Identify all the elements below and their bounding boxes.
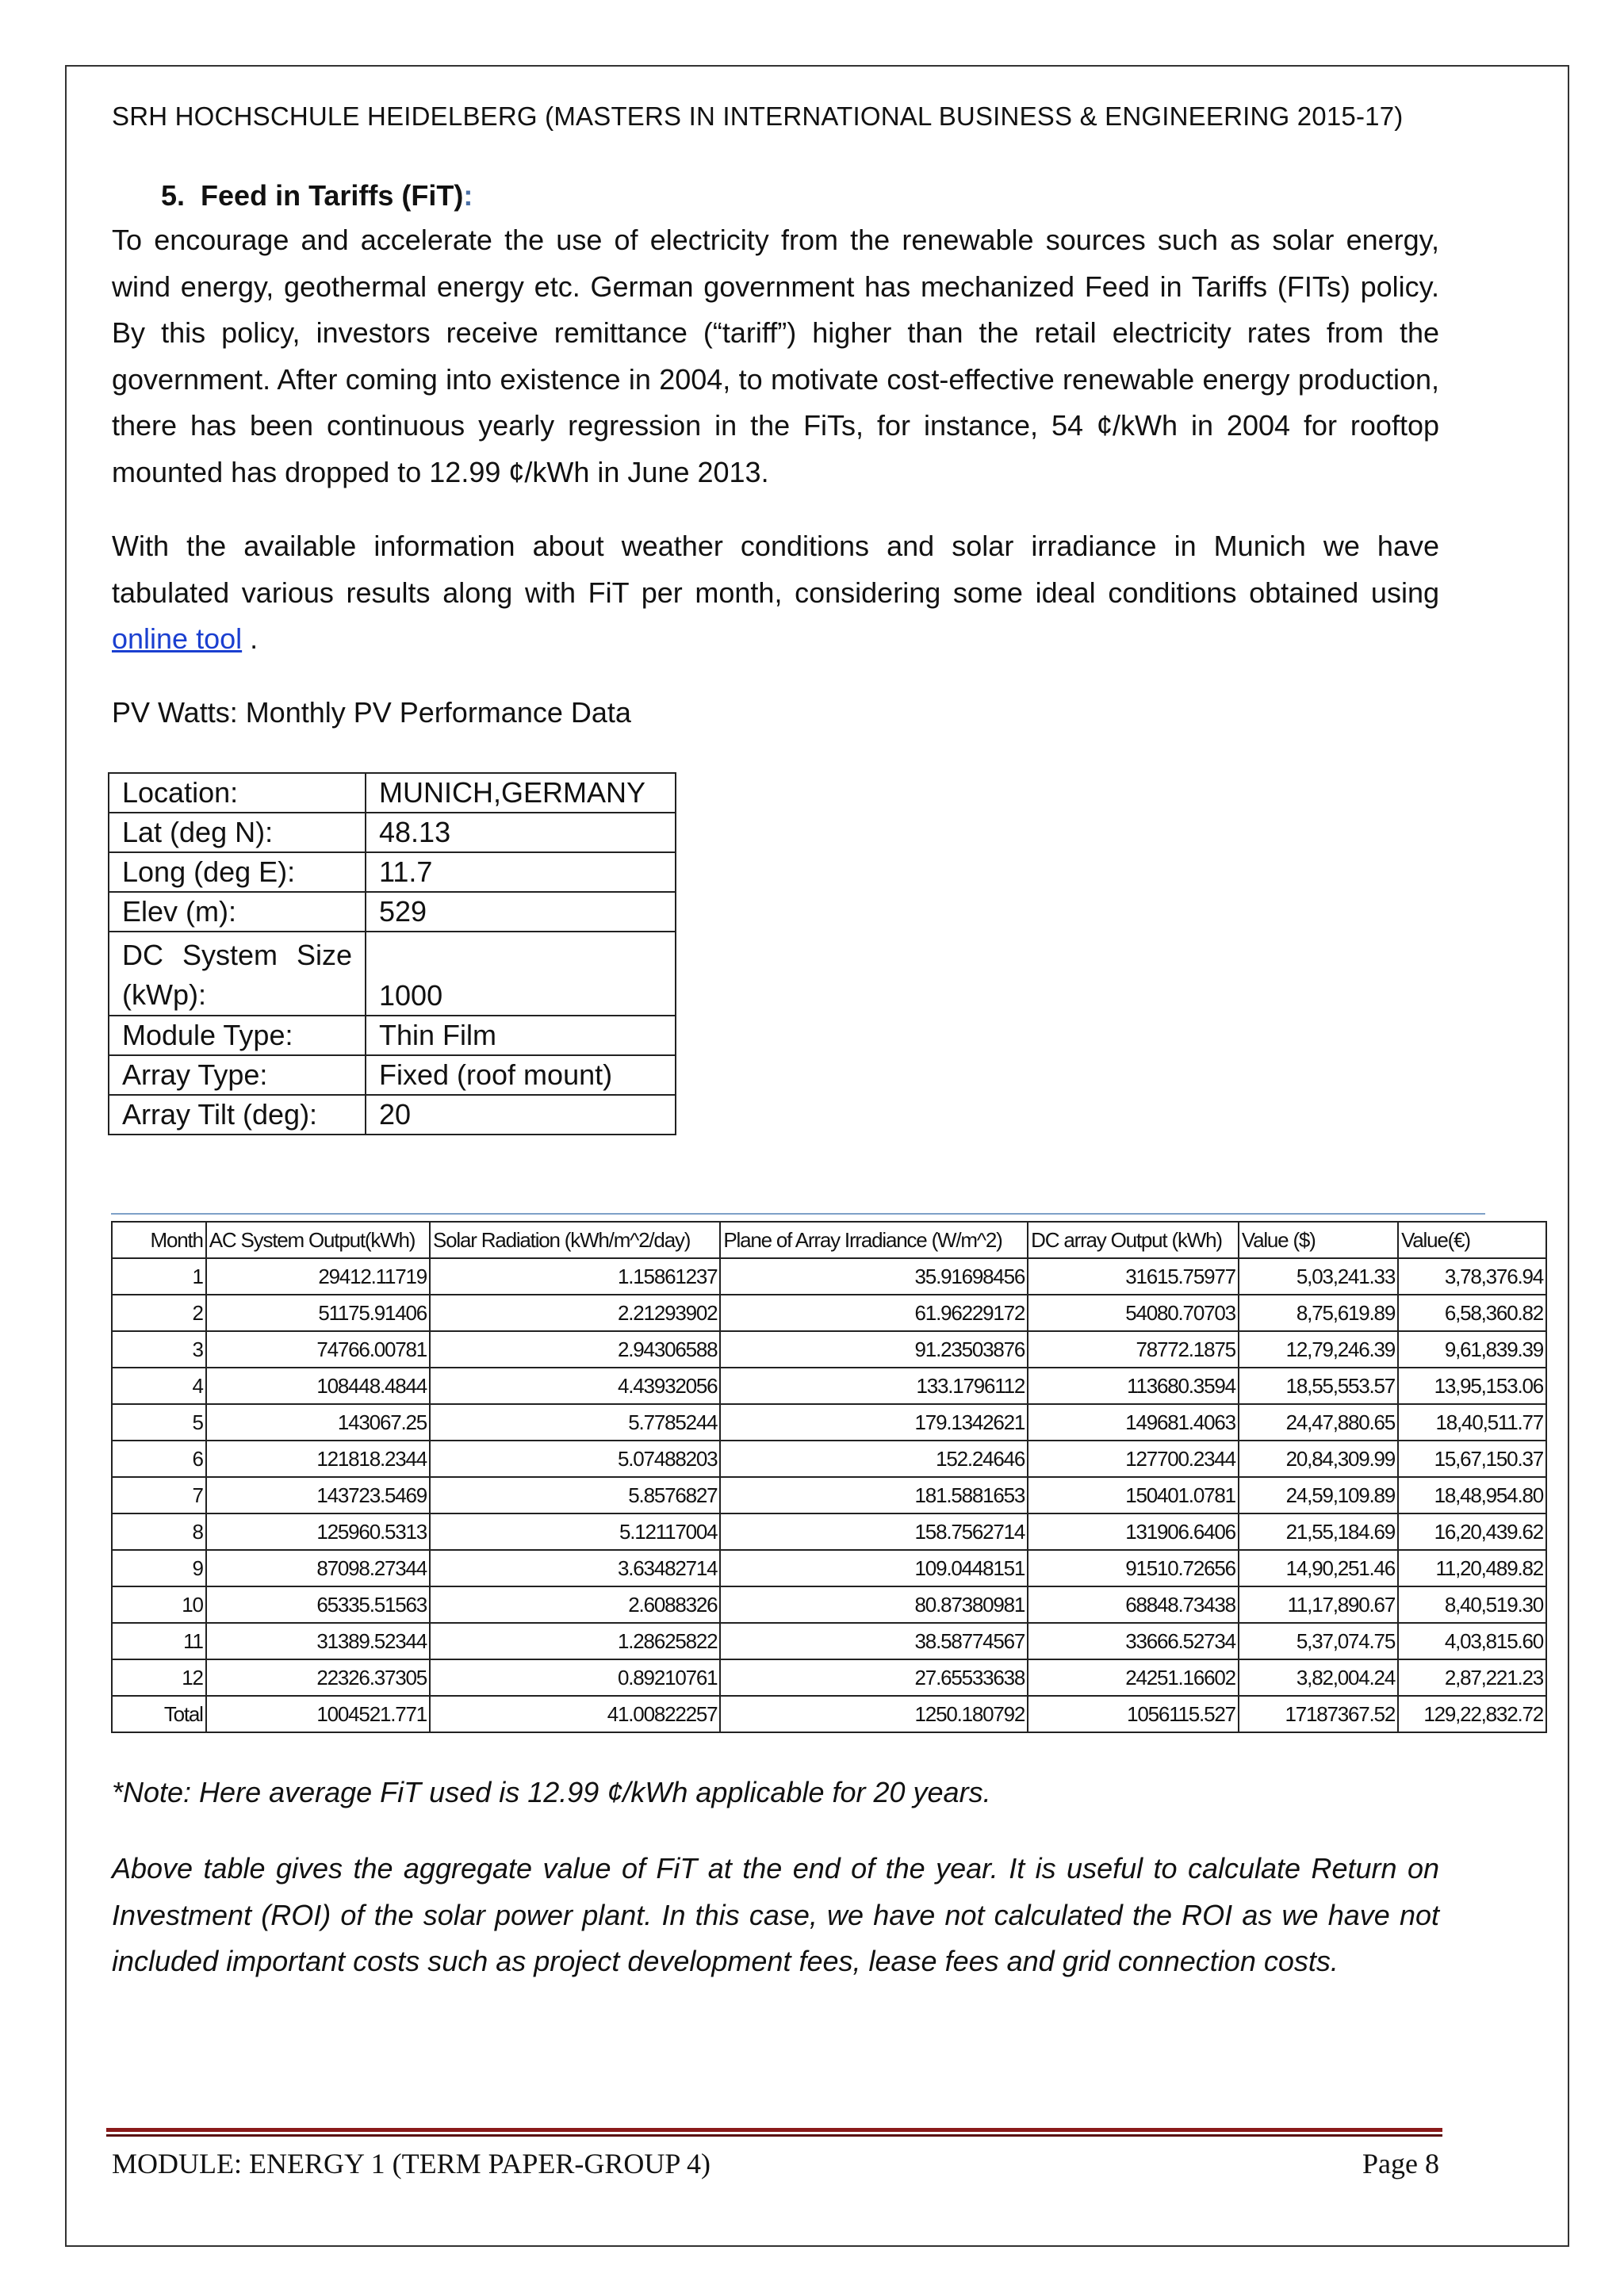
- table-cell: 6: [112, 1441, 206, 1477]
- table-cell: 10: [112, 1586, 206, 1623]
- table-cell: 2.21293902: [430, 1295, 720, 1331]
- table-cell: 1004521.771: [206, 1696, 430, 1732]
- table-row: [112, 1623, 1546, 1659]
- online-tool-link[interactable]: online tool: [112, 622, 243, 656]
- table-row: [112, 1441, 1546, 1477]
- table-cell: 133.1796112: [720, 1368, 1028, 1404]
- table-cell: 129,22,832.72: [1398, 1696, 1546, 1732]
- table-cell: 4.43932056: [430, 1368, 720, 1404]
- column-header: DC array Output (kWh): [1028, 1222, 1239, 1258]
- table-cell: 14,90,251.46: [1239, 1550, 1398, 1586]
- table-cell: 4,03,815.60: [1398, 1623, 1546, 1659]
- table-cell: 131906.6406: [1028, 1513, 1239, 1550]
- table-cell: 68848.73438: [1028, 1586, 1239, 1623]
- table-row: [112, 1659, 1546, 1696]
- table-cell: 158.7562714: [720, 1513, 1028, 1550]
- table-cell: 5.12117004: [430, 1513, 720, 1550]
- info-value: 11.7: [366, 852, 676, 892]
- table-cell: 91510.72656: [1028, 1550, 1239, 1586]
- table-cell: 21,55,184.69: [1239, 1513, 1398, 1550]
- footer-page-number: Page 8: [1362, 2148, 1439, 2179]
- table-cell: 2.6088326: [430, 1586, 720, 1623]
- footer-rule: [106, 2128, 1442, 2132]
- table-cell: 1: [112, 1258, 206, 1295]
- table-cell: 4: [112, 1368, 206, 1404]
- info-label: Long (deg E):: [109, 852, 366, 892]
- info-value: Thin Film: [366, 1016, 676, 1055]
- info-row: [109, 852, 676, 892]
- table-cell: 15,67,150.37: [1398, 1441, 1546, 1477]
- table-cell: 18,55,553.57: [1239, 1368, 1398, 1404]
- table-cell: 22326.37305: [206, 1659, 430, 1696]
- table-row: [112, 1331, 1546, 1368]
- table-cell: 13,95,153.06: [1398, 1368, 1546, 1404]
- info-row: [109, 1055, 676, 1095]
- table-cell: 74766.00781: [206, 1331, 430, 1368]
- table-cell: 65335.51563: [206, 1586, 430, 1623]
- table-cell: 143067.25: [206, 1404, 430, 1441]
- table-cell: 5,03,241.33: [1239, 1258, 1398, 1295]
- column-header: Value ($): [1239, 1222, 1398, 1258]
- table-cell: 1.15861237: [430, 1258, 720, 1295]
- table-cell: 125960.5313: [206, 1513, 430, 1550]
- paragraph-fit-intro: To encourage and accelerate the use of electricity from the renewable sources such as solar energy, wind energy, geothermal energy etc. German government has mechanized Feed in Tariffs (FITs) policy. By this policy, investors receive remittance (“tariff”) higher than the retail electricity rates from the government. After coming into existence in 2004, to motivate cost-effective renewable energy production, there has been continuous yearly regression in the FiTs, for instance, 54 ¢/kWh in 2004 for rooftop mounted has dropped to 12.99 ¢/kWh in June 2013.: [112, 224, 1439, 488]
- table-cell: 5,37,074.75: [1239, 1623, 1398, 1659]
- info-label: Lat (deg N):: [109, 813, 366, 852]
- table-cell: 11,17,890.67: [1239, 1586, 1398, 1623]
- footer-rule-thin: [106, 2134, 1442, 2137]
- table-cell: 35.91698456: [720, 1258, 1028, 1295]
- table-caption: PV Watts: Monthly PV Performance Data: [112, 696, 631, 729]
- table-cell: 152.24646: [720, 1441, 1028, 1477]
- table-cell: 27.65533638: [720, 1659, 1028, 1696]
- table-cell: 24,59,109.89: [1239, 1477, 1398, 1513]
- info-label: Elev (m):: [109, 892, 366, 932]
- table-cell: 143723.5469: [206, 1477, 430, 1513]
- table-cell: 1250.180792: [720, 1696, 1028, 1732]
- table-row: [112, 1295, 1546, 1331]
- table-cell: 1056115.527: [1028, 1696, 1239, 1732]
- table-cell: 54080.70703: [1028, 1295, 1239, 1331]
- info-value: Fixed (roof mount): [366, 1055, 676, 1095]
- section-number: 5.: [161, 179, 186, 212]
- table-cell: 9,61,839.39: [1398, 1331, 1546, 1368]
- table-cell: 7: [112, 1477, 206, 1513]
- table-cell: 2.94306588: [430, 1331, 720, 1368]
- table-cell: 24251.16602: [1028, 1659, 1239, 1696]
- table-cell: 3,82,004.24: [1239, 1659, 1398, 1696]
- table-cell: 33666.52734: [1028, 1623, 1239, 1659]
- table-cell: 2: [112, 1295, 206, 1331]
- table-cell: 6,58,360.82: [1398, 1295, 1546, 1331]
- table-cell: 18,48,954.80: [1398, 1477, 1546, 1513]
- divider-line: [111, 1213, 1485, 1215]
- table-cell: 5.7785244: [430, 1404, 720, 1441]
- table-row: [112, 1586, 1546, 1623]
- fit-note: *Note: Here average FiT used is 12.99 ¢/kWh applicable for 20 years.: [112, 1776, 991, 1808]
- table-cell: 17187367.52: [1239, 1696, 1398, 1732]
- table-cell: 113680.3594: [1028, 1368, 1239, 1404]
- info-label: Array Type:: [109, 1055, 366, 1095]
- info-label: Module Type:: [109, 1016, 366, 1055]
- monthly-pv-table: [111, 1221, 1547, 1733]
- table-cell: 51175.91406: [206, 1295, 430, 1331]
- table-cell: 18,40,511.77: [1398, 1404, 1546, 1441]
- table-cell: 80.87380981: [720, 1586, 1028, 1623]
- info-value: 1000: [366, 932, 676, 1016]
- table-cell: 149681.4063: [1028, 1404, 1239, 1441]
- table-cell: 3,78,376.94: [1398, 1258, 1546, 1295]
- table-cell: 109.0448151: [720, 1550, 1028, 1586]
- info-value: MUNICH,GERMANY: [366, 773, 676, 813]
- column-header: Solar Radiation (kWh/m^2/day): [430, 1222, 720, 1258]
- info-row: [109, 1095, 676, 1135]
- table-cell: 41.00822257: [430, 1696, 720, 1732]
- table-cell: 2,87,221.23: [1398, 1659, 1546, 1696]
- table-cell: 29412.11719: [206, 1258, 430, 1295]
- total-row: [112, 1696, 1546, 1732]
- table-cell: 5.8576827: [430, 1477, 720, 1513]
- table-cell: 5.07488203: [430, 1441, 720, 1477]
- section-heading: [161, 179, 473, 212]
- table-row: [112, 1477, 1546, 1513]
- table-cell: 16,20,439.62: [1398, 1513, 1546, 1550]
- page-header: SRH HOCHSCHULE HEIDELBERG (MASTERS IN INTERNATIONAL BUSINESS & ENGINEERING 2015-17): [112, 101, 1404, 131]
- table-cell: 127700.2344: [1028, 1441, 1239, 1477]
- table-cell: 91.23503876: [720, 1331, 1028, 1368]
- table-row: [112, 1258, 1546, 1295]
- table-cell: 11: [112, 1623, 206, 1659]
- column-header: Month: [112, 1222, 206, 1258]
- paragraph-text: With the available information about weather conditions and solar irradiance in Munich we have tabulated various results along with FiT per month, considering some ideal conditions obtained using: [112, 530, 1439, 609]
- table-cell: 3.63482714: [430, 1550, 720, 1586]
- info-row: [109, 892, 676, 932]
- table-cell: 181.5881653: [720, 1477, 1028, 1513]
- info-value: 20: [366, 1095, 676, 1135]
- table-cell: 8: [112, 1513, 206, 1550]
- info-row: [109, 813, 676, 852]
- table-row: [112, 1368, 1546, 1404]
- table-cell: 78772.1875: [1028, 1331, 1239, 1368]
- table-cell: 0.89210761: [430, 1659, 720, 1696]
- info-value: 529: [366, 892, 676, 932]
- column-header: Value(€): [1398, 1222, 1546, 1258]
- table-cell: 38.58774567: [720, 1623, 1028, 1659]
- table-cell: 12,79,246.39: [1239, 1331, 1398, 1368]
- column-header: AC System Output(kWh): [206, 1222, 430, 1258]
- table-row: [112, 1404, 1546, 1441]
- table-row: [112, 1513, 1546, 1550]
- table-cell: 12: [112, 1659, 206, 1696]
- table-row: [112, 1550, 1546, 1586]
- table-cell: 8,75,619.89: [1239, 1295, 1398, 1331]
- table-cell: Total: [112, 1696, 206, 1732]
- table-cell: 150401.0781: [1028, 1477, 1239, 1513]
- info-label: Location:: [109, 773, 366, 813]
- table-cell: 20,84,309.99: [1239, 1441, 1398, 1477]
- table-cell: 9: [112, 1550, 206, 1586]
- paragraph-end: .: [242, 622, 259, 656]
- location-info-table: [108, 772, 676, 1135]
- info-row: [109, 1016, 676, 1055]
- table-cell: 3: [112, 1331, 206, 1368]
- info-label: DC System Size (kWp):: [109, 932, 366, 1016]
- table-cell: 5: [112, 1404, 206, 1441]
- table-cell: 179.1342621: [720, 1404, 1028, 1441]
- table-cell: 11,20,489.82: [1398, 1550, 1546, 1586]
- info-row: [109, 932, 676, 1016]
- table-cell: 61.96229172: [720, 1295, 1028, 1331]
- table-cell: 31615.75977: [1028, 1258, 1239, 1295]
- section-colon: :: [463, 179, 473, 212]
- section-title: Feed in Tariffs (FiT): [201, 179, 464, 212]
- column-header: Plane of Array Irradiance (W/m^2): [720, 1222, 1028, 1258]
- table-cell: 31389.52344: [206, 1623, 430, 1659]
- table-cell: 121818.2344: [206, 1441, 430, 1477]
- paragraph-roi: Above table gives the aggregate value of FiT at the end of the year. It is useful to calculate Return on Investment (ROI) of the solar power plant. In this case, we have not calculated the ROI as we have not included important costs such as project development fees, lease fees and grid connection costs.: [112, 1852, 1439, 1978]
- info-value: 48.13: [366, 813, 676, 852]
- info-label: Array Tilt (deg):: [109, 1095, 366, 1135]
- table-cell: 8,40,519.30: [1398, 1586, 1546, 1623]
- table-cell: 87098.27344: [206, 1550, 430, 1586]
- info-row: [109, 773, 676, 813]
- table-cell: 1.28625822: [430, 1623, 720, 1659]
- table-cell: 108448.4844: [206, 1368, 430, 1404]
- paragraph-munich-data: [112, 523, 1439, 663]
- table-cell: 24,47,880.65: [1239, 1404, 1398, 1441]
- footer-module: MODULE: ENERGY 1 (TERM PAPER-GROUP 4): [112, 2148, 711, 2179]
